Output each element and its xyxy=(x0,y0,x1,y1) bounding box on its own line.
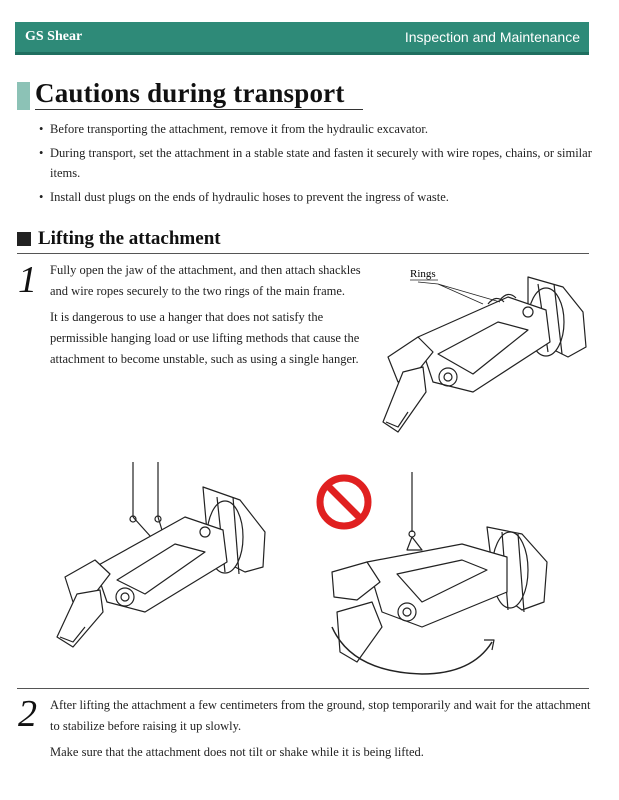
section-accent-bar xyxy=(17,82,30,110)
prohibition-icon xyxy=(320,478,368,526)
section-title: Cautions during transport xyxy=(35,78,345,108)
step-2-text xyxy=(50,695,595,768)
incorrect-lift-figure xyxy=(312,462,562,677)
list-item: • During transport, set the attachment in a stable state and fasten it securely with wire ropes, chains, or similar items. xyxy=(36,143,596,183)
subsection-rule xyxy=(17,253,589,254)
correct-lift-figure xyxy=(45,462,270,652)
attachment-rings-figure xyxy=(378,262,593,440)
step-2-number: 2 xyxy=(18,693,37,735)
list-item: • Install dust plugs on the ends of hydraulic hoses to prevent the ingress of waste. xyxy=(36,187,596,207)
step-1-paragraph: Fully open the jaw of the attachment, and then attach shackles and wire ropes securely to the two rings of the main frame. xyxy=(50,263,361,298)
list-item: • Before transporting the attachment, remove it from the hydraulic excavator. xyxy=(36,119,596,139)
step-2-rule xyxy=(17,688,589,689)
header-chapter-title: Inspection and Maintenance xyxy=(404,29,580,45)
section-title-underline xyxy=(35,109,363,110)
step-2-paragraph: Make sure that the attachment does not tilt or shake while it is being lifted. xyxy=(50,745,424,759)
subsection-square-marker xyxy=(17,232,31,246)
page-header xyxy=(15,22,589,55)
transport-cautions-list xyxy=(36,119,596,211)
subsection-title: Lifting the attachment xyxy=(38,228,221,249)
header-product-name: GS Shear xyxy=(25,29,83,44)
rings-callout-label: Rings xyxy=(410,268,436,280)
step-1-paragraph: It is dangerous to use a hanger that does not satisfy the permissible hanging load or use lifting methods that cause the attachment to become unstable, such as using a single hanger. xyxy=(50,310,360,366)
step-1-number: 1 xyxy=(18,259,37,301)
step-2-paragraph: After lifting the attachment a few centimeters from the ground, stop temporarily and wait for the attachment to stabilize before raising it up slowly. xyxy=(50,698,591,733)
step-1-text xyxy=(50,260,372,375)
